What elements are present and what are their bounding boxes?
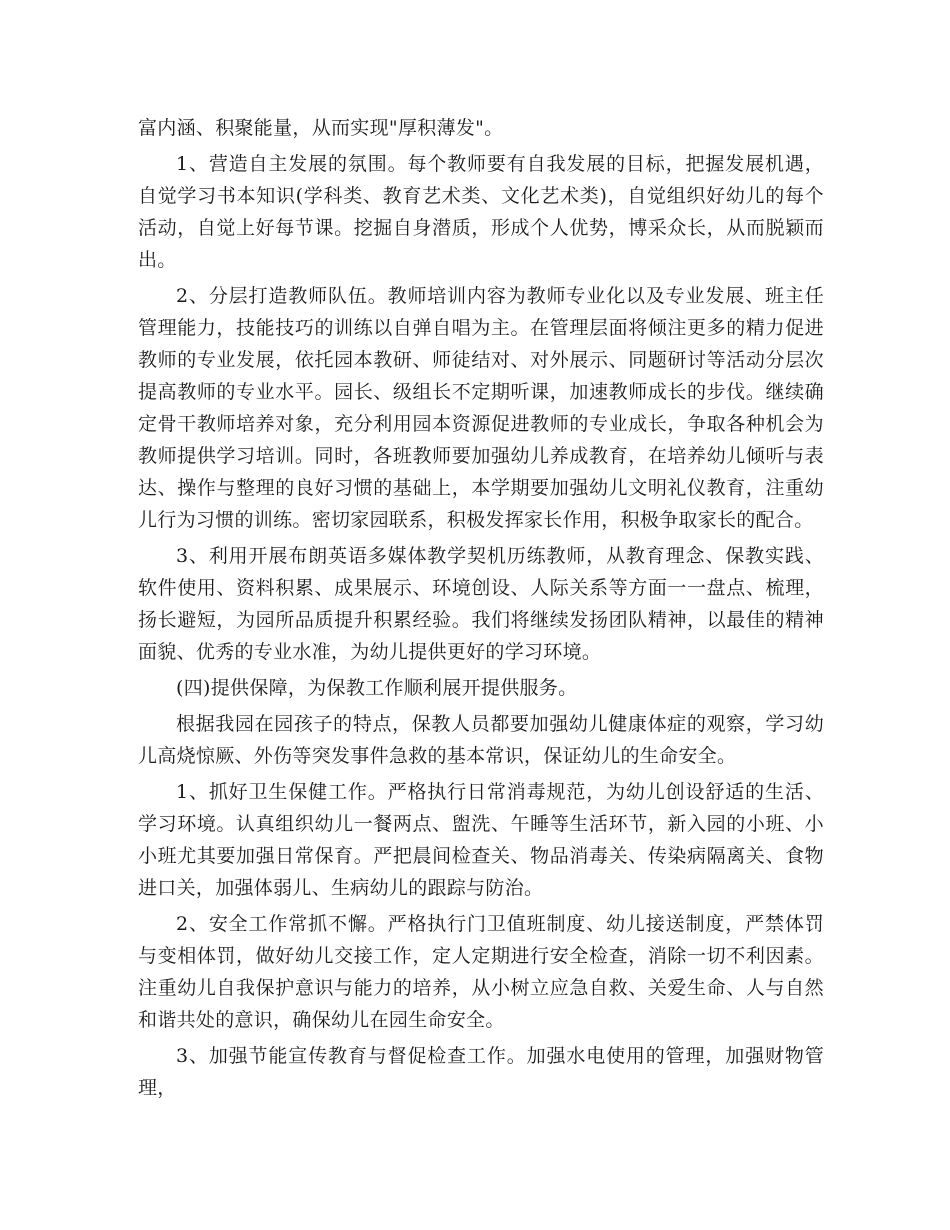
paragraph-self-development: 1、营造自主发展的氛围。每个教师要有自我发展的目标，把握发展机遇，自觉学习书本知识(学科类、教育艺术类、文化艺术类)，自觉组织好幼儿的每个活动，自觉上好每节课。挖掘自身潜质，形成个人优势，博采众长，从而脱颖而出。	[138, 153, 824, 271]
paragraph-energy-saving: 3、加强节能宣传教育与督促检查工作。加强水电使用的管理，加强财物管理，	[138, 1045, 824, 1099]
paragraph-continued: 富内涵、积聚能量，从而实现"厚积薄发"。	[138, 117, 504, 139]
document-body	[138, 112, 824, 1108]
paragraph-safety: 2、安全工作常抓不懈。严格执行门卫值班制度、幼儿接送制度，严禁体罚与变相体罚，做好幼儿交接工作，定人定期进行安全检查，消除一切不利因素。注重幼儿自我保护意识与能力的培养，从小树立应急自救、关爱生命、人与自然和谐共处的意识，确保幼儿在园生命安全。	[138, 913, 824, 1031]
paragraph-hygiene: 1、抓好卫生保健工作。严格执行日常消毒规范，为幼儿创设舒适的生活、学习环境。认真组织幼儿一餐两点、盥洗、午睡等生活环节，新入园的小班、小小班尤其要加强日常保育。严把晨间检查关、物品消毒关、传染病隔离关、食物进口关，加强体弱儿、生病幼儿的跟踪与防治。	[138, 781, 824, 899]
paragraph-teacher-tiers: 2、分层打造教师队伍。教师培训内容为教师专业化以及专业发展、班主任管理能力，技能技巧的训练以自弹自唱为主。在管理层面将倾注更多的精力促进教师的专业发展，依托园本教研、师徒结对、对外展示、同题研讨等活动分层次提高教师的专业水平。园长、级组长不定期听课，加速教师成长的步伐。继续确定骨干教师培养对象，充分利用园本资源促进教师的专业成长，争取各种机会为教师提供学习培训。同时，各班教师要加强幼儿养成教育，在培养幼儿倾听与表达、操作与整理的良好习惯的基础上，本学期要加强幼儿文明礼仪教育，注重幼儿行为习惯的训练。密切家园联系，积极发挥家长作用，积极争取家长的配合。	[138, 285, 824, 531]
section-heading-support: (四)提供保障，为保教工作顺利展开提供服务。	[176, 677, 578, 699]
paragraph-health-observation: 根据我园在园孩子的特点，保教人员都要加强幼儿健康体症的观察，学习幼儿高烧惊厥、外伤等突发事件急救的基本常识，保证幼儿的生命安全。	[138, 713, 824, 767]
paragraph-english-multimedia: 3、利用开展布朗英语多媒体教学契机历练教师，从教育理念、保教实践、软件使用、资料积累、成果展示、环境创设、人际关系等方面一一盘点、梳理，扬长避短，为园所品质提升积累经验。我们将继续发扬团队精神，以最佳的精神面貌、优秀的专业水准，为幼儿提供更好的学习环境。	[138, 545, 824, 663]
